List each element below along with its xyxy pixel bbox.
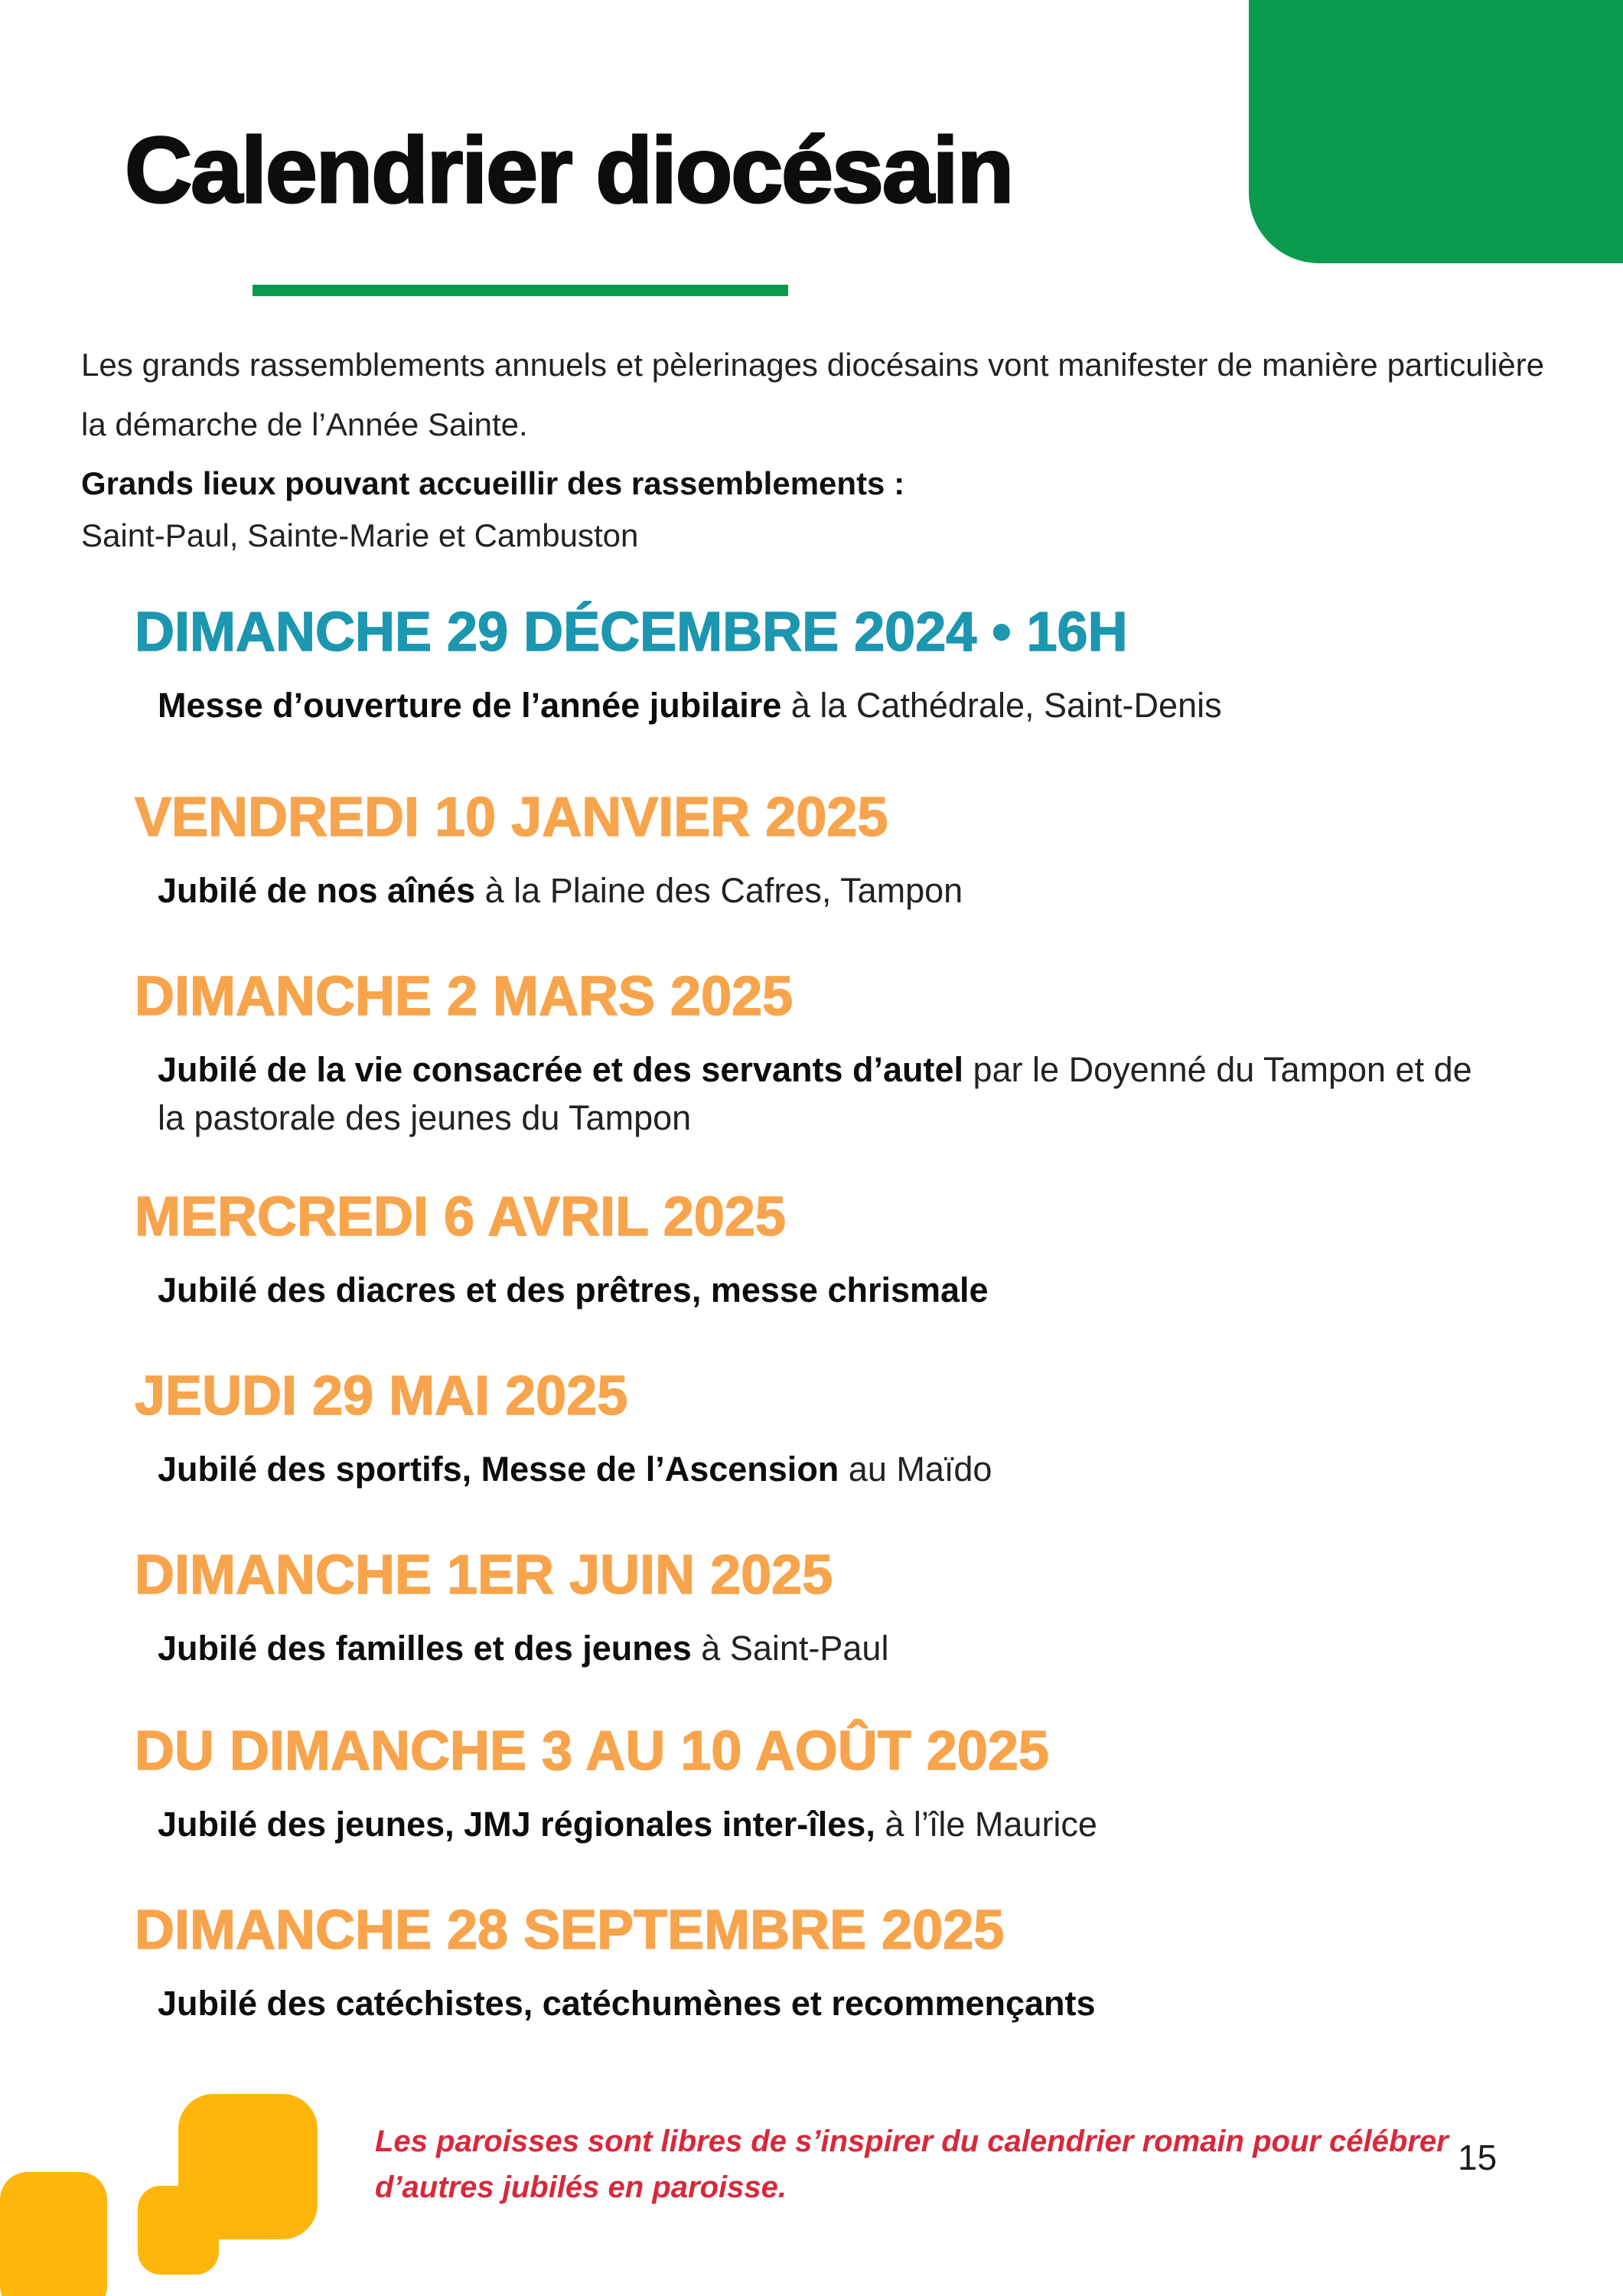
green-corner-block xyxy=(1249,0,1623,263)
event-detail: à l’île Maurice xyxy=(875,1805,1097,1844)
event-date-heading: MERCREDI 6 AVRIL 2025 xyxy=(135,1186,786,1247)
title-underline xyxy=(253,285,788,296)
venues-list: Saint-Paul, Sainte-Marie et Cambuston xyxy=(81,517,639,553)
event-detail: à Saint-Paul xyxy=(691,1629,889,1668)
event-date-heading: DU DIMANCHE 3 AU 10 AOÛT 2025 xyxy=(135,1720,1049,1782)
event-date-heading: DIMANCHE 1ER JUIN 2025 xyxy=(135,1544,833,1606)
event-section xyxy=(135,1544,1512,1672)
event-date-heading: JEUDI 29 MAI 2025 xyxy=(135,1365,628,1427)
event-title-bold: Jubilé des diacres et des prêtres, messe chrismale xyxy=(158,1270,989,1309)
event-detail: par le Doyenné du Tampon et de la pastorale des jeunes du Tampon xyxy=(158,1050,1472,1137)
event-detail: au Maïdo xyxy=(839,1450,992,1489)
event-description xyxy=(158,1266,1504,1314)
event-section xyxy=(135,1720,1512,1848)
venues-heading: Grands lieux pouvant accueillir des rassemblements : xyxy=(81,465,905,501)
event-date-heading: DIMANCHE 2 MARS 2025 xyxy=(135,966,794,1027)
event-description xyxy=(158,1624,1504,1672)
event-title-bold: Jubilé des catéchistes, catéchumènes et recommençants xyxy=(158,1984,1096,2023)
event-description xyxy=(158,1800,1504,1848)
event-section xyxy=(135,1365,1512,1493)
event-description xyxy=(158,866,1504,915)
event-description xyxy=(158,681,1504,729)
intro-paragraph: Les grands rassemblements annuels et pèlerinages diocésains vont manifester de manière particulière la démarche de l’Année Sainte. xyxy=(81,347,1544,442)
event-section xyxy=(135,602,1512,729)
yellow-decorative-shape xyxy=(138,2186,219,2275)
event-detail: à la Plaine des Cafres, Tampon xyxy=(475,871,963,910)
event-title-bold: Jubilé des familles et des jeunes xyxy=(158,1629,692,1668)
event-title-bold: Jubilé de la vie consacrée et des servants d’autel xyxy=(158,1050,963,1089)
event-section xyxy=(135,1186,1512,1314)
event-date-heading: VENDREDI 10 JANVIER 2025 xyxy=(135,787,888,848)
event-date-heading: DIMANCHE 28 SEPTEMBRE 2025 xyxy=(135,1900,1005,1961)
event-date-heading: DIMANCHE 29 DÉCEMBRE 2024 • 16H xyxy=(135,602,1128,663)
event-description xyxy=(158,1979,1504,2027)
event-detail: à la Cathédrale, Saint-Denis xyxy=(781,686,1222,725)
event-section xyxy=(135,787,1512,915)
event-section xyxy=(135,966,1512,1142)
event-description xyxy=(158,1445,1504,1493)
event-description xyxy=(158,1045,1504,1142)
page-number: 15 xyxy=(1458,2138,1498,2177)
yellow-decorative-shape xyxy=(0,2172,107,2296)
event-title-bold: Jubilé de nos aînés xyxy=(158,871,476,910)
event-title-bold: Messe d’ouverture de l’année jubilaire xyxy=(158,686,782,725)
event-title-bold: Jubilé des jeunes, JMJ régionales inter-îles, xyxy=(158,1805,875,1844)
page-title: Calendrier diocésain xyxy=(125,118,1013,222)
event-title-bold: Jubilé des sportifs, Messe de l’Ascension xyxy=(158,1450,839,1489)
event-section xyxy=(135,1900,1512,2027)
footnote-text: Les paroisses sont libres de s’inspirer du calendrier romain pour célébrer d’autres jubilés en paroisse. xyxy=(375,2125,1449,2204)
